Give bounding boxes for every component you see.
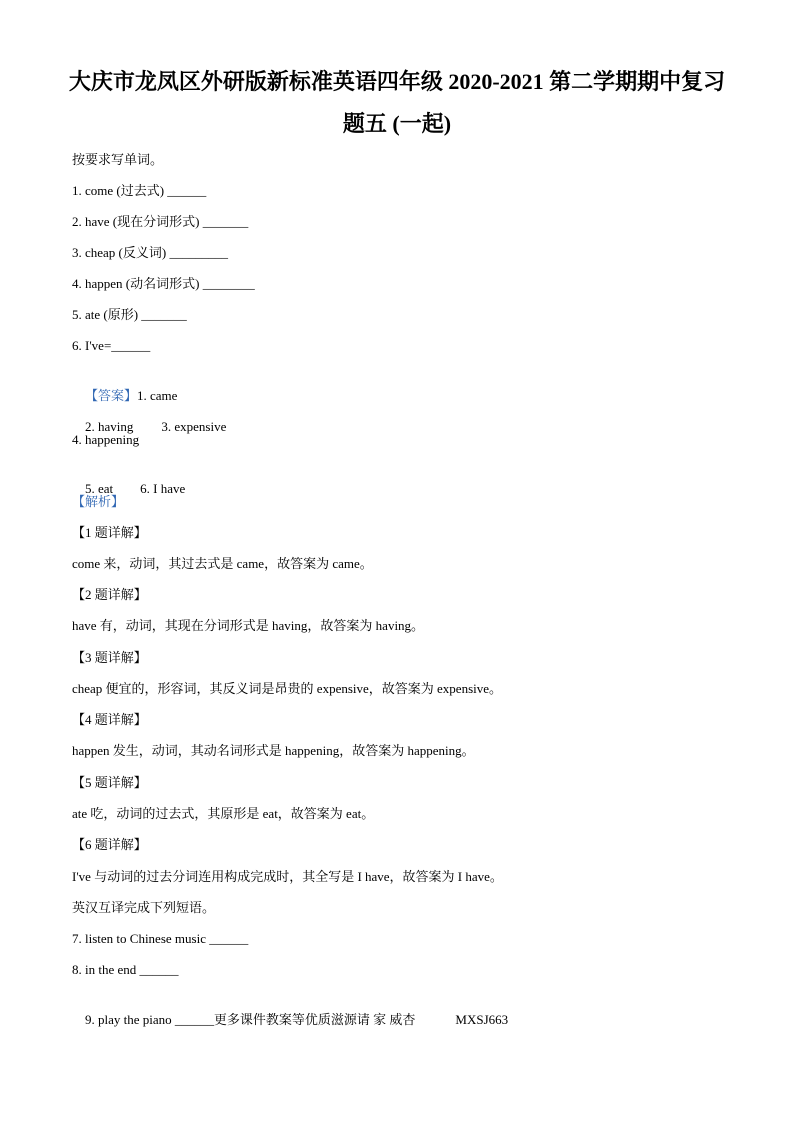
analysis-2-text: have 有，动词，其现在分词形式是 having，故答案为 having。 [72,618,425,633]
question-9: 9. play the piano ______ [85,1012,214,1027]
answer-3: 3. expensive [161,419,227,434]
answer-4: 4. happening [72,432,140,447]
analysis-2-heading: 【2 题详解】 [72,587,147,602]
question-8: 8. in the end ______ [72,962,179,977]
section-2-instruction: 英汉互译完成下列短语。 [72,900,216,915]
question-1: 1. come (过去式) ______ [72,183,207,198]
analysis-1-text: come 来，动词，其过去式是 came，故答案为 came。 [72,556,373,571]
watermark-code: MXSJ663 [455,1012,509,1027]
section-1-instruction: 按要求写单词。 [72,152,164,167]
answer-1: 1. came [137,388,178,403]
analysis-1-heading: 【1 题详解】 [72,525,147,540]
question-4: 4. happen (动名词形式) ________ [72,276,255,291]
answer-5: 5. eat [85,481,114,496]
answer-2: 2. having [85,419,134,434]
analysis-5-text: ate 吃，动词的过去式，其原形是 eat，故答案为 eat。 [72,806,375,821]
analysis-5-heading: 【5 题详解】 [72,775,147,790]
analysis-4-heading: 【4 题详解】 [72,712,147,727]
question-2: 2. have (现在分词形式) _______ [72,214,249,229]
watermark-text: 更多课件教案等优质滋源请 家 威杏 [213,1012,416,1027]
document-title-line-2: 题五 (一起) [342,111,452,136]
analysis-label: 【解析】 [72,494,125,509]
analysis-6-heading: 【6 题详解】 [72,837,147,852]
answer-6: 6. I have [140,481,186,496]
document-title-line-1: 大庆市龙凤区外研版新标准英语四年级 2020-2021 第二学期期中复习 [68,69,726,94]
question-5: 5. ate (原形) _______ [72,307,187,322]
answer-label: 【答案】 [85,388,138,403]
analysis-4-text: happen 发生，动词，其动名词形式是 happening，故答案为 happening。 [72,743,475,758]
question-3: 3. cheap (反义词) _________ [72,245,228,260]
question-9-line [72,993,508,1047]
analysis-3-text: cheap 便宜的，形容词，其反义词是昂贵的 expensive，故答案为 expensive。 [72,681,503,696]
analysis-6-text: I've 与动词的过去分词连用构成完成时，其全写是 I have，故答案为 I have。 [72,869,503,884]
question-6: 6. I've=______ [72,338,151,353]
question-7: 7. listen to Chinese music ______ [72,931,249,946]
analysis-3-heading: 【3 题详解】 [72,650,147,665]
